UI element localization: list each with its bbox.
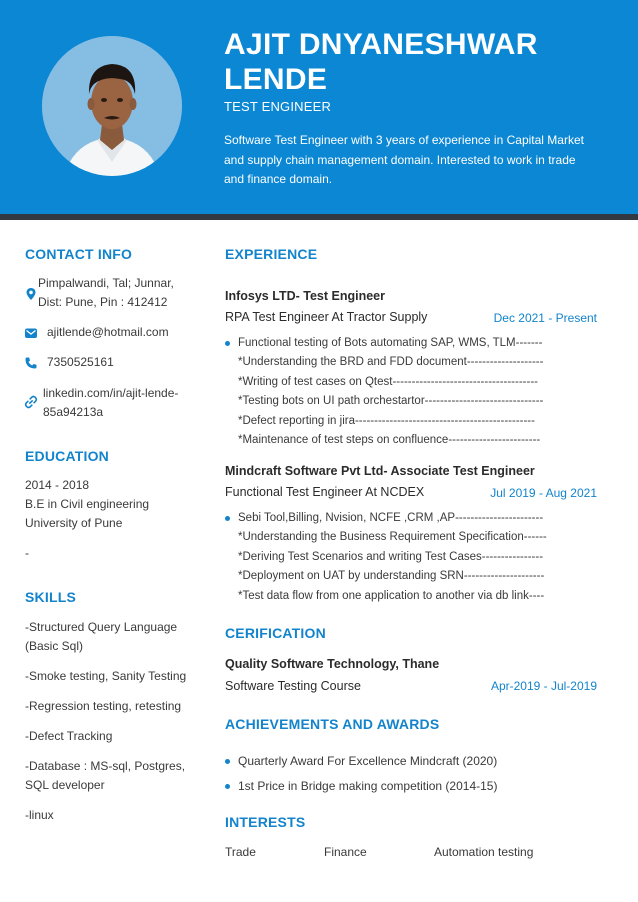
bullet-dot: [225, 341, 230, 346]
list-item: *Testing bots on UI path orchestartor-------------------------------: [238, 395, 544, 408]
bullet-dot: [225, 516, 230, 521]
list-item: Sebi Tool,Billing, Nvision, NCFE ,CRM ,AP-----------------------: [225, 509, 547, 528]
achievements-list: [225, 749, 497, 798]
skill-item: -Regression testing, retesting: [25, 699, 182, 713]
education-degree: B.E in Civil engineering: [25, 497, 150, 511]
map-pin-icon: [24, 287, 38, 301]
interest-item: Automation testing: [434, 845, 534, 859]
header-divider-bar: [0, 214, 638, 220]
job-company: Infosys LTD- Test Engineer: [225, 289, 385, 303]
job-role: Functional Test Engineer At NCDEX: [225, 485, 425, 499]
bullet-dot: [225, 759, 230, 764]
linkedin-url-line-2[interactable]: 85a94213a: [43, 405, 104, 419]
phone-number[interactable]: 7350525161: [47, 355, 114, 369]
list-item: Quarterly Award For Excellence Mindcraft (2020): [225, 749, 497, 774]
job-company: Mindcraft Software Pvt Ltd- Associate Test Engineer: [225, 464, 535, 478]
list-item: *Deriving Test Scenarios and writing Test Cases----------------: [238, 550, 544, 563]
job-duties-list: [225, 334, 543, 450]
skill-item: -Structured Query Language: [25, 620, 178, 634]
skill-item: -Defect Tracking: [25, 729, 113, 743]
email-address[interactable]: ajitlende@hotmail.com: [47, 325, 169, 339]
candidate-name: AJIT DNYANESHWAR LENDE: [224, 28, 538, 96]
job-duties-list: [225, 509, 547, 606]
education-section-title: EDUCATION: [25, 448, 109, 464]
education-years: 2014 - 2018: [25, 478, 90, 492]
skill-item: -Database : MS-sql, Postgres,: [25, 759, 186, 773]
link-icon: [24, 395, 38, 409]
education-extra: -: [25, 546, 29, 560]
education-university: University of Pune: [25, 516, 123, 530]
skill-item: -Smoke testing, Sanity Testing: [25, 669, 187, 683]
list-item: *Writing of test cases on Qtest--------------------------------------: [238, 375, 538, 388]
list-item: *Test data flow from one application to another via db link----: [238, 589, 545, 602]
skill-item: (Basic Sql): [25, 639, 84, 653]
list-item: 1st Price in Bridge making competition (2014-15): [225, 774, 497, 799]
certification-course: Software Testing Course: [225, 679, 361, 693]
list-item: Functional testing of Bots automating SAP, WMS, TLM-------: [225, 334, 543, 353]
address-line-1: Pimpalwandi, Tal; Junnar,: [38, 276, 174, 290]
achievements-section-title: ACHIEVEMENTS AND AWARDS: [225, 716, 440, 732]
list-item: *Understanding the BRD and FDD document--------------------: [238, 356, 544, 369]
interests-section-title: INTERESTS: [225, 814, 306, 830]
profile-summary: Software Test Engineer with 3 years of experience in Capital Market and supply chain management domain. Interested to work in trade and finance domain.: [224, 133, 584, 186]
job-dates: Dec 2021 - Present: [493, 311, 597, 325]
skill-item: -linux: [25, 808, 54, 822]
certification-dates: Apr-2019 - Jul-2019: [490, 679, 597, 693]
bullet-dot: [225, 784, 230, 789]
experience-section-title: EXPERIENCE: [225, 246, 318, 262]
address-line-2: Dist: Pune, Pin : 412412: [38, 295, 168, 309]
skill-item: SQL developer: [25, 778, 105, 792]
certification-section-title: CERIFICATION: [225, 625, 326, 641]
interest-item: Finance: [324, 845, 367, 859]
job-dates: Jul 2019 - Aug 2021: [490, 486, 597, 500]
list-item: *Defect reporting in jira-----------------------------------------------: [238, 414, 535, 427]
skills-section-title: SKILLS: [25, 589, 76, 605]
job-role: RPA Test Engineer At Tractor Supply: [225, 310, 428, 324]
linkedin-url-line-1[interactable]: linkedin.com/in/ajit-lende-: [43, 386, 179, 400]
list-item: *Maintenance of test steps on confluence------------------------: [238, 434, 541, 447]
interest-item: Trade: [225, 845, 256, 859]
certification-org: Quality Software Technology, Thane: [225, 657, 440, 671]
phone-icon: [24, 356, 38, 370]
profile-photo: [42, 36, 182, 176]
envelope-icon: [24, 326, 38, 340]
candidate-role: TEST ENGINEER: [224, 99, 332, 114]
list-item: *Deployment on UAT by understanding SRN---------------------: [238, 570, 545, 583]
list-item: *Understanding the Business Requirement Specification------: [238, 531, 547, 544]
contact-section-title: CONTACT INFO: [25, 246, 133, 262]
